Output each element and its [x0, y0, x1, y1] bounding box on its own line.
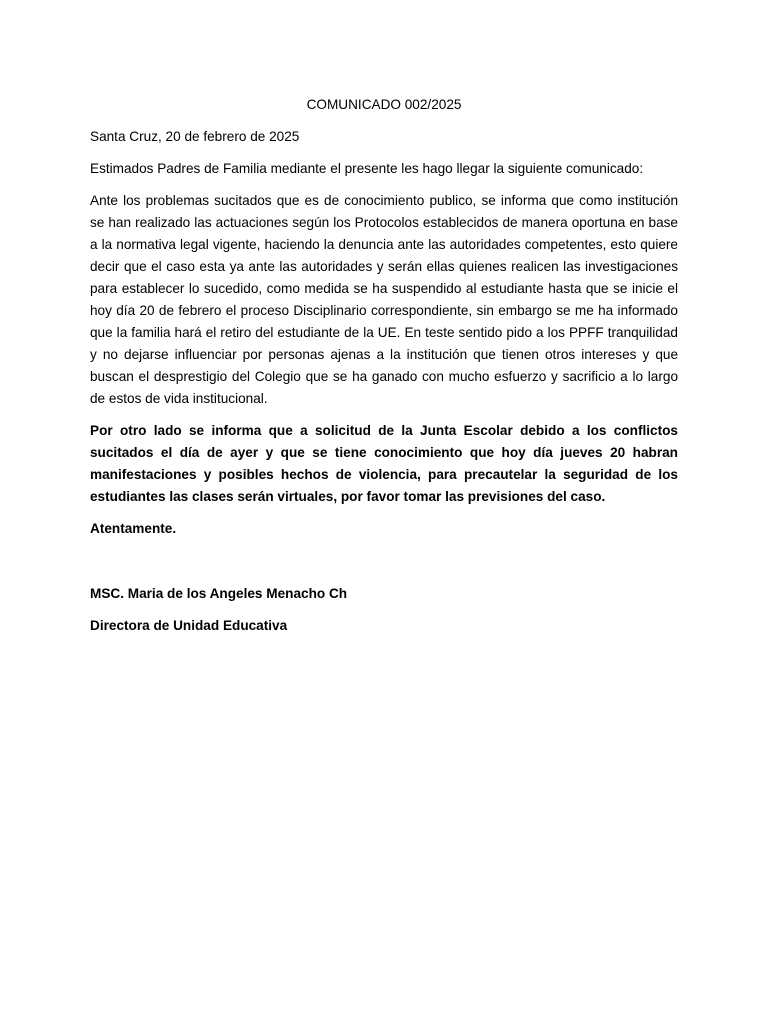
signatory-name: MSC. Maria de los Angeles Menacho Ch	[90, 586, 348, 601]
document-page	[90, 94, 678, 637]
document-title: COMUNICADO 002/2025	[306, 97, 462, 112]
body-paragraph: Ante los problemas sucitados que es de conocimiento publico, se informa que como institución se han realizado las actuaciones según los Protocolos establecidos de manera oportuna en base a la normativa legal vigente, haciendo la denuncia ante las autoridades competentes, esto quiere decir que el caso esta ya ante las autoridades y serán ellas quienes realicen las investigaciones para establecer lo sucedido, como medida se ha suspendido al estudiante hasta que se inicie el hoy día 20 de febrero el proceso Disciplinario correspondiente, sin embargo se me ha informado que la familia hará el retiro del estudiante de la UE. En teste sentido pido a los PPFF tranquilidad y no dejarse influenciar por personas ajenas a la institución que tienen otros intereses y que buscan el desprestigio del Colegio que se ha ganado con mucho esfuerzo y sacrificio a lo largo de estos de vida institucional.	[90, 193, 678, 406]
closing: Atentamente.	[90, 521, 177, 536]
notice-paragraph: Por otro lado se informa que a solicitud de la Junta Escolar debido a los conflictos sucitados el día de ayer y que se tiene conocimiento que hoy día jueves 20 habran manifestaciones y posibles hechos de violencia, para precautelar la seguridad de los estudiantes las clases serán virtuales, por favor tomar las previsiones del caso.	[90, 423, 678, 504]
greeting: Estimados Padres de Familia mediante el presente les hago llegar la siguiente comunicado:	[90, 161, 644, 176]
place-date: Santa Cruz, 20 de febrero de 2025	[90, 129, 300, 144]
signatory-role: Directora de Unidad Educativa	[90, 618, 288, 633]
